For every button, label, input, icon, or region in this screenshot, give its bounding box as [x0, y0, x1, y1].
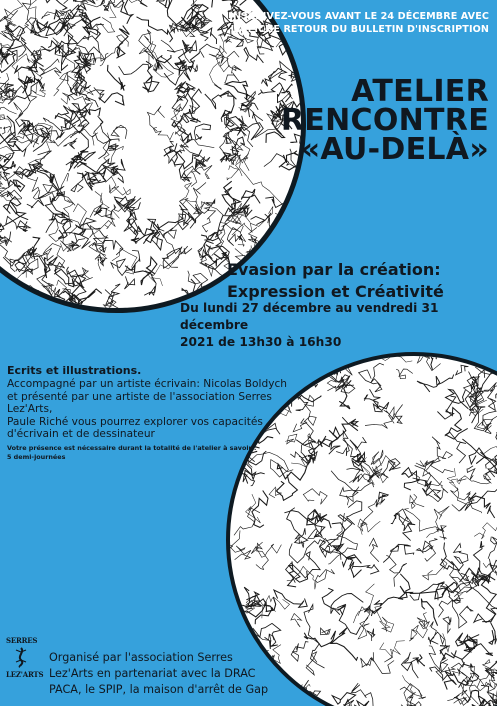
- attendance-line: Votre présence est nécessaire durant la totalité de l'atelier à savoir :: [7, 444, 257, 452]
- doodle-stroke: [200, 44, 225, 63]
- doodle-stroke: [139, 44, 156, 64]
- doodle-stroke: [362, 499, 385, 526]
- doodle-stroke: [0, 229, 2, 256]
- doodle-stroke: [220, 91, 237, 116]
- doodle-stroke: [431, 458, 454, 473]
- doodle-stroke: [359, 363, 384, 392]
- doodle-stroke: [337, 501, 362, 539]
- doodle-stroke: [161, 40, 198, 72]
- doodle-stroke: [267, 0, 293, 8]
- doodle-stroke: [335, 375, 354, 392]
- doodle-stroke: [227, 51, 242, 73]
- doodle-stroke: [142, 61, 159, 92]
- doodle-stroke: [116, 26, 129, 59]
- doodle-stroke: [230, 531, 251, 560]
- doodle-stroke: [145, 261, 174, 286]
- doodle-stroke: [44, 0, 67, 10]
- doodle-stroke: [195, 202, 215, 232]
- doodle-stroke: [476, 360, 497, 374]
- doodle-stroke: [132, 0, 147, 7]
- doodle-stroke: [438, 600, 472, 628]
- doodle-stroke: [291, 614, 302, 628]
- doodle-stroke: [486, 657, 497, 679]
- doodle-stroke: [269, 487, 282, 498]
- doodle-stroke: [369, 538, 379, 562]
- doodle-stroke: [104, 0, 122, 10]
- doodle-stroke: [68, 72, 82, 92]
- doodle-stroke: [348, 562, 379, 574]
- deadline-line: LA FICHE RETOUR DU BULLETIN D'INSCRIPTION: [230, 24, 489, 35]
- doodle-stroke: [175, 51, 199, 80]
- doodle-stroke: [45, 204, 68, 221]
- doodle-stroke: [321, 628, 331, 635]
- doodle-stroke: [109, 2, 125, 18]
- lizard-icon: [6, 646, 36, 668]
- doodle-stroke: [220, 135, 240, 161]
- doodle-stroke: [248, 227, 257, 247]
- doodle-stroke: [39, 59, 61, 76]
- doodle-stroke: [464, 635, 493, 656]
- description-line: et présenté par une artiste de l'association Serres Lez'Arts,: [7, 390, 272, 415]
- doodle-stroke: [178, 212, 196, 229]
- dates-line: Du lundi 27 décembre au vendredi 31 décembre: [180, 301, 439, 332]
- doodle-stroke: [443, 617, 451, 633]
- doodle-stroke: [124, 276, 134, 289]
- doodle-stroke: [121, 0, 133, 24]
- description-line: Paule Riché vous pourrez explorer vos capacités: [7, 415, 263, 428]
- doodle-stroke: [0, 172, 2, 189]
- attendance-note: [7, 444, 307, 462]
- doodle-stroke: [98, 245, 107, 270]
- subtitle-line: Evasion par la création:: [227, 260, 441, 279]
- poster-title: [249, 74, 489, 167]
- doodle-stroke: [42, 11, 76, 32]
- doodle-stroke: [456, 365, 469, 375]
- doodle-stroke: [94, 116, 111, 143]
- attendance-line: 5 demi-journées: [7, 453, 66, 461]
- title-line: RENCONTRE: [280, 103, 489, 138]
- doodle-stroke: [460, 568, 491, 582]
- doodle-stroke: [347, 462, 379, 483]
- doodle-stroke: [310, 356, 343, 382]
- doodle-stroke: [195, 157, 205, 174]
- doodle-stroke: [432, 437, 452, 459]
- doodle-stroke: [288, 561, 308, 587]
- doodle-stroke: [112, 248, 137, 274]
- doodle-stroke: [394, 509, 412, 525]
- doodle-stroke: [137, 17, 173, 42]
- doodle-stroke: [256, 542, 282, 557]
- doodle-stroke: [477, 414, 497, 432]
- doodle-stroke: [264, 596, 289, 612]
- doodle-stroke: [446, 408, 468, 440]
- description-heading: Ecrits et illustrations.: [7, 364, 142, 377]
- doodle-stroke: [365, 606, 382, 616]
- doodle-stroke: [30, 21, 48, 37]
- doodle-stroke: [180, 113, 197, 123]
- doodle-stroke: [0, 125, 2, 133]
- doodle-stroke: [43, 173, 69, 193]
- doodle-stroke: [236, 207, 273, 233]
- doodle-stroke: [188, 271, 208, 285]
- doodle-stroke: [467, 466, 475, 480]
- logo-word: LEZ'ARTS: [6, 670, 44, 679]
- doodle-stroke: [251, 543, 268, 569]
- doodle-stroke: [417, 356, 440, 371]
- doodle-stroke: [125, 257, 157, 285]
- doodle-stroke: [417, 541, 433, 553]
- doodle-stroke: [423, 559, 448, 580]
- deadline-line: INSCRIVEZ-VOUS AVANT LE 24 DÉCEMBRE AVEC: [229, 11, 489, 22]
- doodle-stroke: [353, 584, 374, 623]
- doodle-stroke: [97, 18, 115, 33]
- doodle-stroke: [258, 0, 273, 7]
- doodle-stroke: [383, 544, 414, 562]
- doodle-stroke: [182, 279, 195, 300]
- doodle-stroke: [367, 629, 375, 641]
- doodle-stroke: [234, 508, 260, 535]
- doodle-stroke: [401, 652, 419, 678]
- doodle-stroke: [465, 484, 497, 510]
- footer-line: Organisé par l'association Serres: [49, 651, 233, 664]
- doodle-stroke: [58, 219, 68, 238]
- doodle-stroke: [87, 87, 104, 99]
- doodle-stroke: [180, 139, 214, 148]
- doodle-stroke: [474, 522, 497, 539]
- dates-line: 2021 de 13h30 à 16h30: [180, 335, 342, 349]
- doodle-stroke: [426, 506, 449, 538]
- doodle-stroke: [244, 48, 263, 63]
- doodle-stroke: [123, 0, 139, 3]
- doodle-stroke: [487, 506, 494, 518]
- logo-word: SERRES: [6, 636, 38, 645]
- doodle-stroke: [105, 284, 120, 302]
- doodle-stroke: [49, 216, 71, 251]
- doodle-stroke: [331, 693, 356, 706]
- doodle-stroke: [63, 138, 77, 149]
- doodle-stroke: [18, 227, 28, 232]
- doodle-stroke: [144, 272, 156, 296]
- subtitle-line: Expression et Créativité: [227, 282, 444, 301]
- association-logo: [6, 628, 44, 684]
- doodle-stroke: [15, 65, 35, 84]
- description-body: [7, 378, 307, 441]
- doodle-stroke: [328, 699, 354, 706]
- footer-line: Lez'Arts en partenariat avec la DRAC: [49, 667, 256, 680]
- doodle-stroke: [99, 93, 124, 105]
- doodle-stroke: [447, 468, 462, 488]
- doodle-stroke: [103, 133, 123, 166]
- doodle-stroke: [0, 153, 1, 166]
- doodle-stroke: [80, 94, 98, 108]
- doodle-stroke: [375, 574, 410, 606]
- doodle-stroke: [474, 608, 497, 623]
- doodle-stroke: [454, 544, 469, 582]
- doodle-stroke: [54, 71, 72, 96]
- doodle-stroke: [328, 356, 350, 369]
- doodle-stroke: [328, 513, 357, 564]
- doodle-stroke: [274, 590, 307, 607]
- doodle-stroke: [153, 127, 173, 139]
- description-line: Accompagné par un artiste écrivain: Nicolas Boldych: [7, 378, 288, 390]
- doodle-stroke: [361, 652, 395, 673]
- doodle-stroke: [224, 72, 239, 82]
- doodle-stroke: [396, 369, 413, 379]
- doodle-stroke: [488, 537, 497, 559]
- doodle-stroke: [303, 489, 327, 505]
- doodle-stroke: [24, 0, 39, 32]
- title-line: «AU-DELÀ»: [300, 132, 489, 167]
- doodle-stroke: [6, 0, 23, 18]
- doodle-stroke: [371, 450, 383, 466]
- doodle-stroke: [452, 497, 482, 513]
- doodle-stroke: [108, 65, 126, 91]
- doodle-stroke: [0, 178, 1, 198]
- doodle-stroke: [377, 492, 389, 507]
- doodle-stroke: [244, 587, 256, 607]
- doodle-stroke: [251, 213, 272, 225]
- doodle-stroke: [391, 513, 415, 540]
- footer-line: PACA, le SPIP, la maison d'arrêt de Gap: [49, 683, 269, 696]
- doodle-stroke: [372, 466, 388, 483]
- doodle-stroke: [205, 94, 222, 109]
- doodle-stroke: [194, 124, 210, 140]
- description-line: d'écrivain et de dessinateur: [7, 428, 155, 440]
- doodle-stroke: [0, 128, 26, 156]
- doodle-stroke: [191, 162, 212, 187]
- doodle-stroke: [193, 183, 206, 211]
- workshop-dates: [180, 300, 490, 351]
- doodle-stroke: [175, 83, 194, 91]
- title-line: ATELIER: [351, 74, 489, 109]
- workshop-subtitle: [227, 259, 487, 303]
- doodle-stroke: [227, 228, 241, 246]
- doodle-stroke: [440, 543, 459, 571]
- doodle-stroke: [386, 555, 407, 586]
- doodle-stroke: [410, 494, 425, 508]
- doodle-stroke: [365, 407, 394, 428]
- doodle-stroke: [220, 132, 237, 160]
- doodle-stroke: [227, 166, 239, 180]
- doodle-stroke: [431, 356, 438, 370]
- doodle-stroke: [380, 641, 405, 662]
- doodle-stroke: [119, 196, 141, 216]
- doodle-stroke: [489, 622, 495, 644]
- doodle-stroke: [38, 190, 75, 205]
- doodle-stroke: [0, 213, 4, 238]
- doodle-stroke: [8, 302, 30, 308]
- doodle-stroke: [265, 197, 286, 207]
- doodle-stroke: [100, 35, 128, 66]
- doodle-stroke: [440, 646, 456, 660]
- doodle-stroke: [222, 181, 240, 209]
- doodle-stroke: [71, 173, 83, 192]
- doodle-stroke: [373, 356, 412, 362]
- doodle-stroke: [458, 474, 492, 484]
- doodle-stroke: [139, 30, 151, 48]
- organizer-footer: [47, 650, 307, 698]
- doodle-stroke: [402, 468, 420, 490]
- doodle-stroke: [64, 200, 88, 231]
- doodle-stroke: [450, 488, 470, 511]
- doodle-stroke: [462, 439, 487, 459]
- doodle-stroke: [111, 125, 127, 139]
- doodle-stroke: [276, 475, 297, 501]
- doodle-stroke: [315, 569, 334, 582]
- registration-deadline: [189, 10, 489, 36]
- doodle-stroke: [246, 494, 261, 523]
- doodle-stroke: [237, 189, 260, 213]
- doodle-stroke: [428, 622, 444, 645]
- doodle-stroke: [416, 654, 425, 666]
- doodle-stroke: [337, 604, 360, 634]
